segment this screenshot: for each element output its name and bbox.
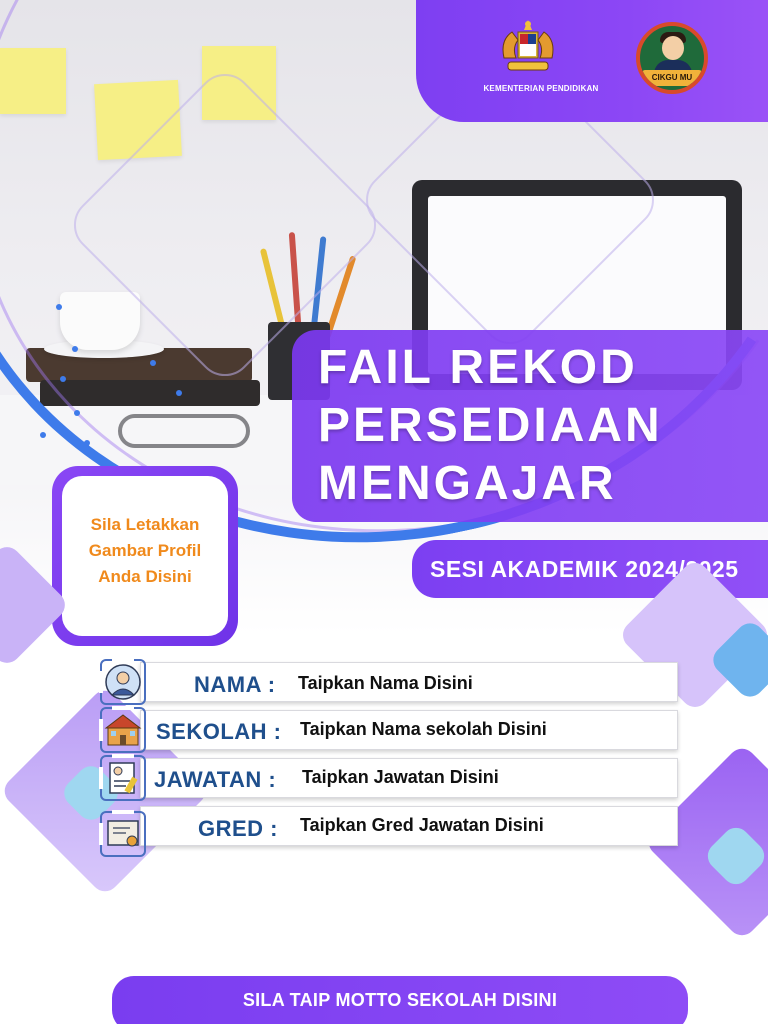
gred-label: GRED : bbox=[198, 816, 278, 841]
profile-placeholder-line-2: Gambar Profil bbox=[88, 541, 202, 560]
position-document-icon bbox=[100, 755, 146, 801]
decor-dot bbox=[150, 360, 156, 366]
nama-label: NAMA : bbox=[194, 672, 276, 697]
decor-dot bbox=[60, 376, 66, 382]
decor-dot bbox=[176, 390, 182, 396]
jawatan-value[interactable]: Taipkan Jawatan Disini bbox=[302, 767, 499, 787]
header-banner bbox=[416, 0, 768, 122]
profile-placeholder-text bbox=[62, 512, 228, 590]
profile-placeholder-line-3: Anda Disini bbox=[98, 567, 192, 586]
cikgu-mu-logo-text: CIKGU MU bbox=[642, 70, 702, 86]
decor-dot bbox=[84, 440, 90, 446]
title-line-3: MENGAJAR bbox=[318, 457, 617, 510]
school-motto[interactable]: SILA TAIP MOTTO SEKOLAH DISINI bbox=[242, 990, 558, 1010]
certificate-icon bbox=[100, 811, 146, 857]
decor-dot bbox=[56, 304, 62, 310]
school-building-icon bbox=[100, 707, 146, 753]
decor-dot bbox=[72, 346, 78, 352]
profile-placeholder-line-1: Sila Letakkan bbox=[90, 515, 200, 534]
ministry-crest-logo bbox=[498, 18, 558, 80]
decor-dot bbox=[40, 432, 46, 438]
nama-value[interactable]: Taipkan Nama Disini bbox=[298, 673, 473, 693]
cikgu-mu-logo bbox=[636, 22, 708, 94]
sekolah-value[interactable]: Taipkan Nama sekolah Disini bbox=[300, 719, 547, 739]
jawatan-label: JAWATAN : bbox=[154, 767, 277, 792]
title-line-1: FAIL REKOD bbox=[318, 341, 638, 394]
academic-session-label: SESI AKADEMIK 2024/2025 bbox=[430, 556, 739, 582]
title-line-2: PERSEDIAAN bbox=[318, 399, 663, 452]
sekolah-label: SEKOLAH : bbox=[156, 719, 282, 744]
decor-dot bbox=[74, 410, 80, 416]
ministry-logo-text: KEMENTERIAN PENDIDIKAN bbox=[483, 84, 599, 93]
teacher-avatar-icon bbox=[100, 659, 146, 705]
gred-value[interactable]: Taipkan Gred Jawatan Disini bbox=[300, 815, 544, 835]
